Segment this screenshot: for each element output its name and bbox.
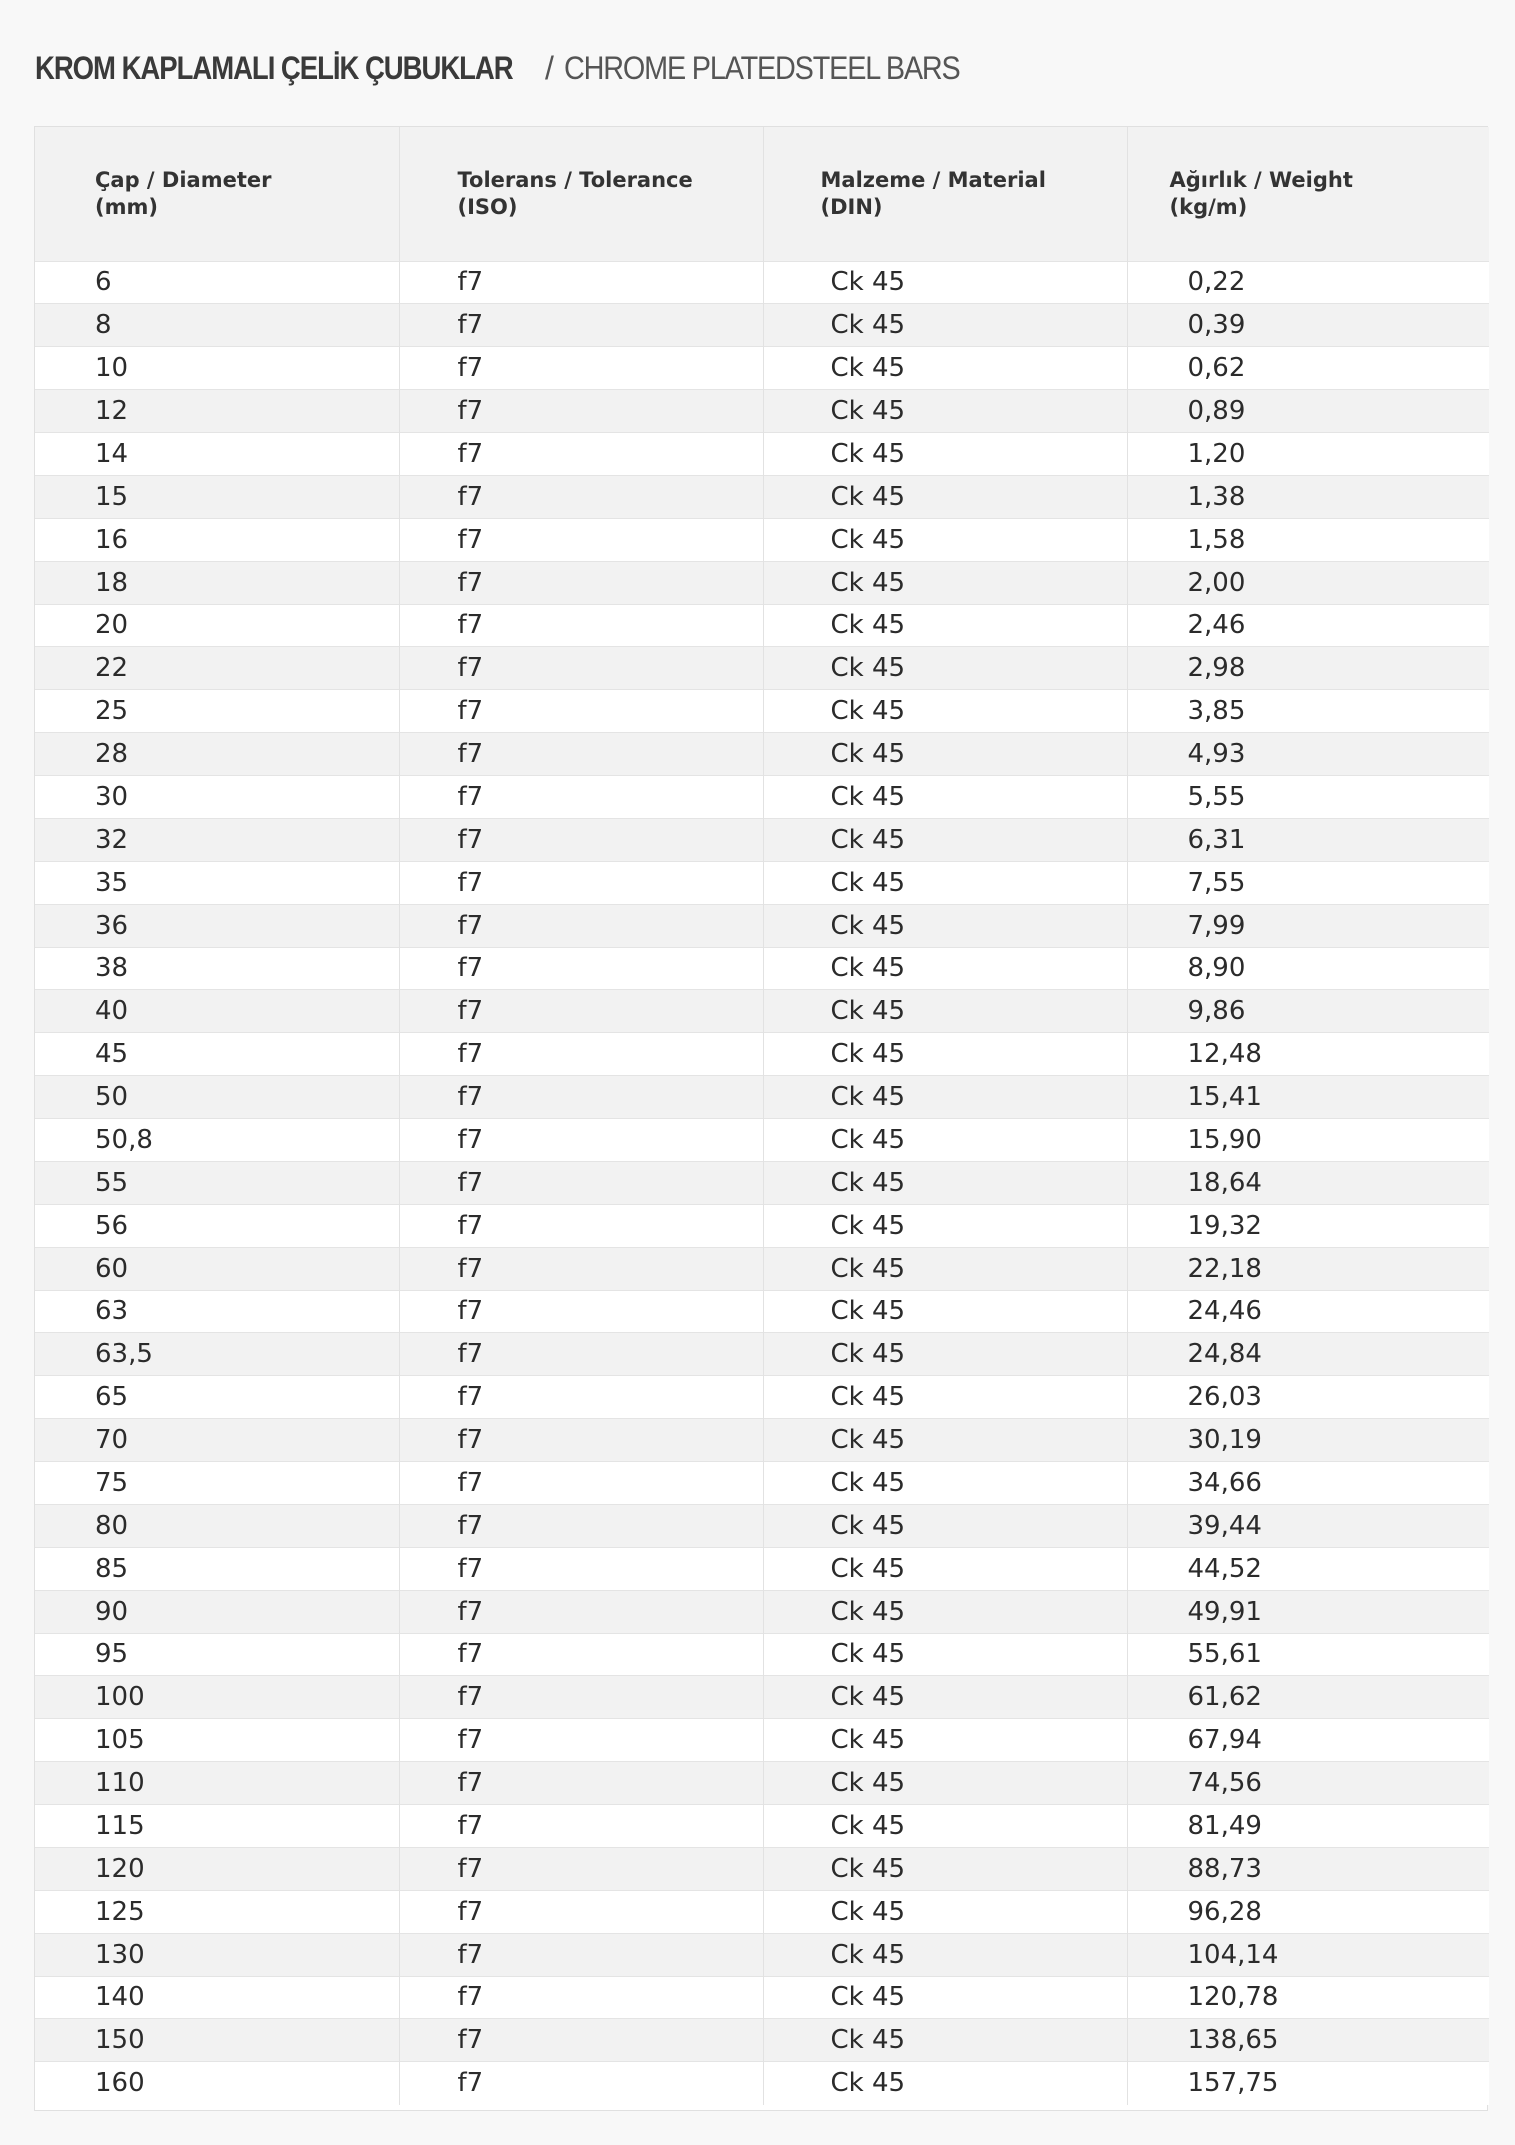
cell-weight: 6,31 [1127,818,1489,861]
cell-diameter: 125 [35,1890,399,1933]
header-weight-label: Ağırlık / Weight [1169,167,1353,192]
cell-tolerance: f7 [399,561,763,604]
cell-material: Ck 45 [763,1333,1127,1376]
header-diameter [35,127,399,261]
table-row [35,1290,1489,1333]
cell-tolerance: f7 [399,1119,763,1162]
cell-material: Ck 45 [763,1547,1127,1590]
cell-material: Ck 45 [763,733,1127,776]
cell-weight: 4,93 [1127,733,1489,776]
cell-weight: 24,84 [1127,1333,1489,1376]
cell-diameter: 18 [35,561,399,604]
spec-table-container [34,126,1488,2111]
cell-material: Ck 45 [763,947,1127,990]
cell-tolerance: f7 [399,1590,763,1633]
cell-tolerance: f7 [399,1333,763,1376]
cell-material: Ck 45 [763,518,1127,561]
cell-tolerance: f7 [399,1847,763,1890]
table-row [35,1119,1489,1162]
cell-tolerance: f7 [399,1547,763,1590]
cell-weight: 1,38 [1127,475,1489,518]
cell-diameter: 50 [35,1076,399,1119]
cell-material: Ck 45 [763,475,1127,518]
cell-material: Ck 45 [763,776,1127,819]
cell-material: Ck 45 [763,347,1127,390]
cell-weight: 88,73 [1127,1847,1489,1890]
cell-weight: 15,90 [1127,1119,1489,1162]
cell-diameter: 55 [35,1161,399,1204]
cell-diameter: 30 [35,776,399,819]
cell-material: Ck 45 [763,1890,1127,1933]
cell-material: Ck 45 [763,1290,1127,1333]
cell-weight: 15,41 [1127,1076,1489,1119]
header-weight-unit: (kg/m) [1169,194,1248,219]
cell-diameter: 15 [35,475,399,518]
cell-material: Ck 45 [763,818,1127,861]
cell-material: Ck 45 [763,1204,1127,1247]
cell-tolerance: f7 [399,947,763,990]
table-row [35,433,1489,476]
cell-tolerance: f7 [399,261,763,304]
cell-weight: 0,39 [1127,304,1489,347]
cell-tolerance: f7 [399,1762,763,1805]
table-row [35,2062,1489,2105]
cell-tolerance: f7 [399,1290,763,1333]
title-english: CHROME PLATEDSTEEL BARS [563,49,960,86]
cell-diameter: 8 [35,304,399,347]
cell-diameter: 60 [35,1247,399,1290]
cell-tolerance: f7 [399,347,763,390]
table-row [35,1676,1489,1719]
table-row [35,1419,1489,1462]
cell-tolerance: f7 [399,1933,763,1976]
cell-weight: 24,46 [1127,1290,1489,1333]
cell-weight: 120,78 [1127,1976,1489,2019]
table-row [35,475,1489,518]
cell-diameter: 115 [35,1805,399,1848]
cell-weight: 1,58 [1127,518,1489,561]
cell-material: Ck 45 [763,1633,1127,1676]
cell-diameter: 100 [35,1676,399,1719]
cell-weight: 81,49 [1127,1805,1489,1848]
cell-material: Ck 45 [763,1247,1127,1290]
cell-tolerance: f7 [399,1462,763,1505]
cell-diameter: 40 [35,990,399,1033]
cell-weight: 8,90 [1127,947,1489,990]
cell-diameter: 85 [35,1547,399,1590]
cell-tolerance: f7 [399,690,763,733]
cell-weight: 22,18 [1127,1247,1489,1290]
table-row [35,1890,1489,1933]
cell-tolerance: f7 [399,1376,763,1419]
cell-material: Ck 45 [763,433,1127,476]
cell-material: Ck 45 [763,2062,1127,2105]
cell-diameter: 10 [35,347,399,390]
cell-diameter: 63 [35,1290,399,1333]
cell-material: Ck 45 [763,1462,1127,1505]
cell-diameter: 130 [35,1933,399,1976]
cell-tolerance: f7 [399,1504,763,1547]
cell-tolerance: f7 [399,1805,763,1848]
cell-tolerance: f7 [399,1076,763,1119]
cell-diameter: 50,8 [35,1119,399,1162]
cell-weight: 138,65 [1127,2019,1489,2062]
cell-diameter: 12 [35,390,399,433]
cell-material: Ck 45 [763,990,1127,1033]
cell-weight: 67,94 [1127,1719,1489,1762]
cell-weight: 157,75 [1127,2062,1489,2105]
cell-tolerance: f7 [399,390,763,433]
cell-material: Ck 45 [763,1419,1127,1462]
header-diameter-label: Çap / Diameter [95,167,272,192]
table-row [35,261,1489,304]
cell-tolerance: f7 [399,861,763,904]
cell-material: Ck 45 [763,1504,1127,1547]
table-row [35,947,1489,990]
table-row [35,733,1489,776]
table-row [35,861,1489,904]
cell-tolerance: f7 [399,990,763,1033]
cell-material: Ck 45 [763,1119,1127,1162]
table-row [35,1590,1489,1633]
cell-material: Ck 45 [763,1976,1127,2019]
cell-weight: 1,20 [1127,433,1489,476]
table-row [35,1247,1489,1290]
cell-material: Ck 45 [763,861,1127,904]
cell-tolerance: f7 [399,2062,763,2105]
cell-weight: 39,44 [1127,1504,1489,1547]
cell-weight: 96,28 [1127,1890,1489,1933]
cell-material: Ck 45 [763,1161,1127,1204]
cell-diameter: 38 [35,947,399,990]
table-row [35,304,1489,347]
cell-diameter: 22 [35,647,399,690]
table-row [35,818,1489,861]
header-weight [1127,127,1489,261]
cell-diameter: 90 [35,1590,399,1633]
table-row [35,1847,1489,1890]
header-tolerance [399,127,763,261]
cell-material: Ck 45 [763,1719,1127,1762]
cell-tolerance: f7 [399,1719,763,1762]
cell-weight: 49,91 [1127,1590,1489,1633]
cell-diameter: 14 [35,433,399,476]
table-row [35,1719,1489,1762]
table-row [35,604,1489,647]
cell-weight: 30,19 [1127,1419,1489,1462]
table-row [35,518,1489,561]
table-row [35,390,1489,433]
table-row [35,1033,1489,1076]
cell-diameter: 75 [35,1462,399,1505]
cell-material: Ck 45 [763,1376,1127,1419]
cell-diameter: 70 [35,1419,399,1462]
cell-tolerance: f7 [399,818,763,861]
cell-tolerance: f7 [399,2019,763,2062]
cell-weight: 61,62 [1127,1676,1489,1719]
cell-weight: 104,14 [1127,1933,1489,1976]
cell-diameter: 45 [35,1033,399,1076]
cell-material: Ck 45 [763,304,1127,347]
cell-weight: 0,62 [1127,347,1489,390]
table-row [35,1376,1489,1419]
cell-tolerance: f7 [399,647,763,690]
cell-material: Ck 45 [763,561,1127,604]
cell-tolerance: f7 [399,304,763,347]
cell-tolerance: f7 [399,604,763,647]
header-tolerance-unit: (ISO) [457,194,518,219]
table-row [35,1462,1489,1505]
cell-material: Ck 45 [763,647,1127,690]
cell-weight: 2,46 [1127,604,1489,647]
cell-material: Ck 45 [763,1033,1127,1076]
cell-diameter: 16 [35,518,399,561]
cell-weight: 5,55 [1127,776,1489,819]
cell-weight: 0,22 [1127,261,1489,304]
cell-weight: 26,03 [1127,1376,1489,1419]
cell-diameter: 65 [35,1376,399,1419]
cell-weight: 9,86 [1127,990,1489,1033]
table-row [35,1976,1489,2019]
table-row [35,2019,1489,2062]
cell-diameter: 63,5 [35,1333,399,1376]
header-diameter-unit: (mm) [95,194,158,219]
cell-diameter: 150 [35,2019,399,2062]
header-material-label: Malzeme / Material [820,167,1046,192]
cell-tolerance: f7 [399,518,763,561]
table-row [35,1504,1489,1547]
table-row [35,1161,1489,1204]
cell-weight: 12,48 [1127,1033,1489,1076]
table-row [35,1076,1489,1119]
cell-material: Ck 45 [763,261,1127,304]
table-body [35,261,1489,2105]
cell-weight: 18,64 [1127,1161,1489,1204]
table-row [35,776,1489,819]
spec-table [35,127,1489,2105]
cell-material: Ck 45 [763,2019,1127,2062]
cell-diameter: 20 [35,604,399,647]
cell-material: Ck 45 [763,1762,1127,1805]
title-turkish: KROM KAPLAMALI ÇELİK ÇUBUKLAR [35,49,513,86]
cell-material: Ck 45 [763,390,1127,433]
cell-weight: 2,00 [1127,561,1489,604]
table-row [35,1333,1489,1376]
cell-material: Ck 45 [763,1933,1127,1976]
cell-tolerance: f7 [399,433,763,476]
cell-tolerance: f7 [399,1976,763,2019]
cell-diameter: 32 [35,818,399,861]
cell-diameter: 35 [35,861,399,904]
table-row [35,647,1489,690]
cell-diameter: 110 [35,1762,399,1805]
cell-weight: 7,99 [1127,904,1489,947]
cell-diameter: 160 [35,2062,399,2105]
cell-material: Ck 45 [763,1076,1127,1119]
cell-material: Ck 45 [763,690,1127,733]
table-row [35,990,1489,1033]
page-title [35,44,1003,92]
table-row [35,904,1489,947]
header-tolerance-label: Tolerans / Tolerance [457,167,693,192]
cell-diameter: 80 [35,1504,399,1547]
table-row [35,1633,1489,1676]
cell-weight: 19,32 [1127,1204,1489,1247]
cell-diameter: 36 [35,904,399,947]
table-row [35,1933,1489,1976]
header-material-unit: (DIN) [820,194,883,219]
cell-tolerance: f7 [399,475,763,518]
cell-weight: 44,52 [1127,1547,1489,1590]
cell-tolerance: f7 [399,1676,763,1719]
cell-weight: 2,98 [1127,647,1489,690]
table-row [35,561,1489,604]
cell-diameter: 140 [35,1976,399,2019]
cell-tolerance: f7 [399,1204,763,1247]
cell-material: Ck 45 [763,904,1127,947]
cell-tolerance: f7 [399,1033,763,1076]
cell-diameter: 25 [35,690,399,733]
cell-weight: 74,56 [1127,1762,1489,1805]
cell-tolerance: f7 [399,1161,763,1204]
cell-diameter: 56 [35,1204,399,1247]
table-header-row [35,127,1489,261]
cell-tolerance: f7 [399,776,763,819]
table-row [35,690,1489,733]
cell-material: Ck 45 [763,1676,1127,1719]
cell-material: Ck 45 [763,1590,1127,1633]
cell-material: Ck 45 [763,604,1127,647]
table-row [35,347,1489,390]
cell-tolerance: f7 [399,1419,763,1462]
cell-material: Ck 45 [763,1805,1127,1848]
cell-diameter: 6 [35,261,399,304]
cell-diameter: 105 [35,1719,399,1762]
cell-tolerance: f7 [399,1247,763,1290]
cell-weight: 55,61 [1127,1633,1489,1676]
table-row [35,1547,1489,1590]
cell-tolerance: f7 [399,1633,763,1676]
cell-weight: 0,89 [1127,390,1489,433]
cell-tolerance: f7 [399,904,763,947]
table-row [35,1805,1489,1848]
cell-diameter: 120 [35,1847,399,1890]
title-separator: / [545,49,554,86]
cell-weight: 7,55 [1127,861,1489,904]
cell-weight: 34,66 [1127,1462,1489,1505]
cell-weight: 3,85 [1127,690,1489,733]
table-row [35,1204,1489,1247]
cell-tolerance: f7 [399,1890,763,1933]
cell-material: Ck 45 [763,1847,1127,1890]
cell-diameter: 28 [35,733,399,776]
table-row [35,1762,1489,1805]
cell-diameter: 95 [35,1633,399,1676]
header-material [763,127,1127,261]
cell-tolerance: f7 [399,733,763,776]
